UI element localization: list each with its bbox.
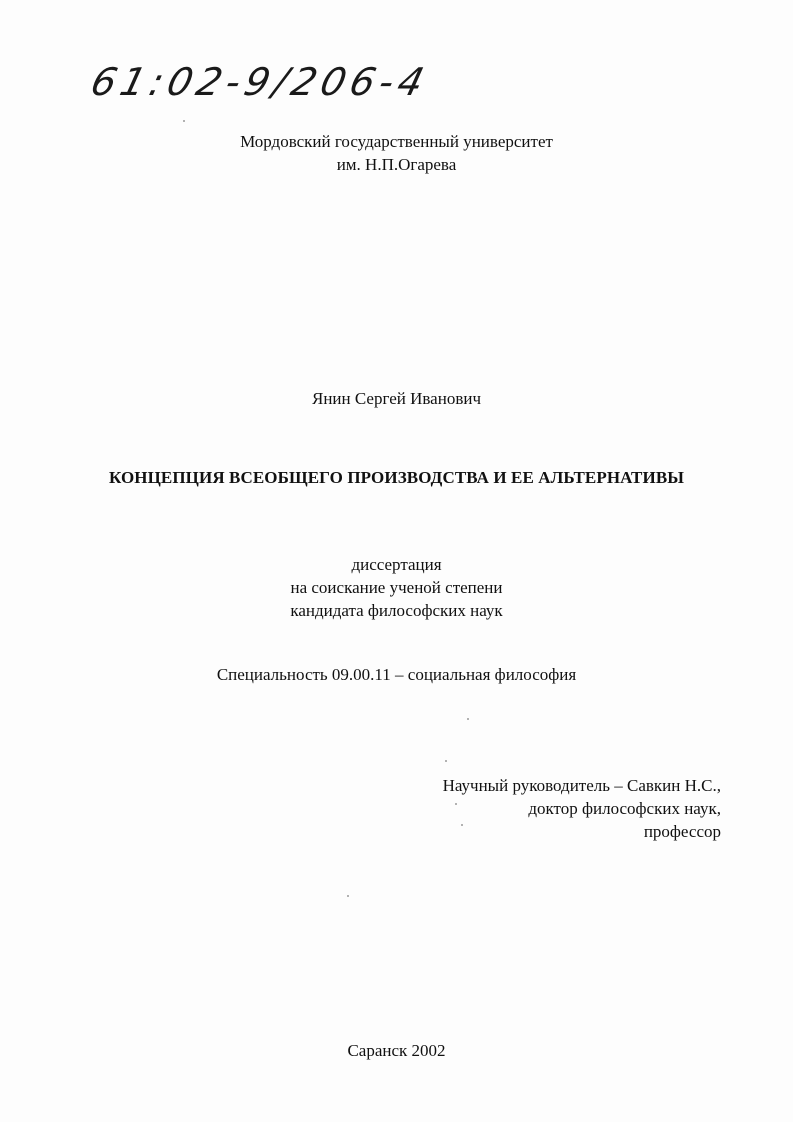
university-name: Мордовский государственный университет [240, 132, 553, 151]
scan-speck [183, 120, 185, 122]
scan-speck [461, 824, 463, 826]
degree-type: диссертация [351, 555, 442, 574]
specialty-line: Специальность 09.00.11 – социальная философия [216, 665, 577, 684]
supervisor-name: Научный руководитель – Савкин Н.С., [442, 776, 721, 795]
place-and-year: Саранск 2002 [347, 1041, 446, 1060]
scan-speck [347, 895, 349, 897]
supervisor-degree: доктор философских наук, [528, 799, 721, 818]
thesis-title: КОНЦЕПЦИЯ ВСЕОБЩЕГО ПРОИЗВОДСТВА И ЕЕ АЛЬТЕРНАТИВЫ [108, 468, 685, 487]
scan-speck [467, 718, 469, 720]
scan-speck [455, 803, 457, 805]
university-honorific: им. Н.П.Огарева [336, 155, 457, 174]
supervisor-title: профессор [643, 822, 721, 841]
degree-purpose: на соискание ученой степени [290, 578, 503, 597]
degree-field: кандидата философских наук [290, 601, 503, 620]
author-name: Янин Сергей Иванович [311, 389, 481, 408]
supervisor-block [443, 774, 721, 843]
handwritten-archive-number: 61:02-9/206-4 [86, 60, 434, 104]
scan-speck [445, 760, 447, 762]
